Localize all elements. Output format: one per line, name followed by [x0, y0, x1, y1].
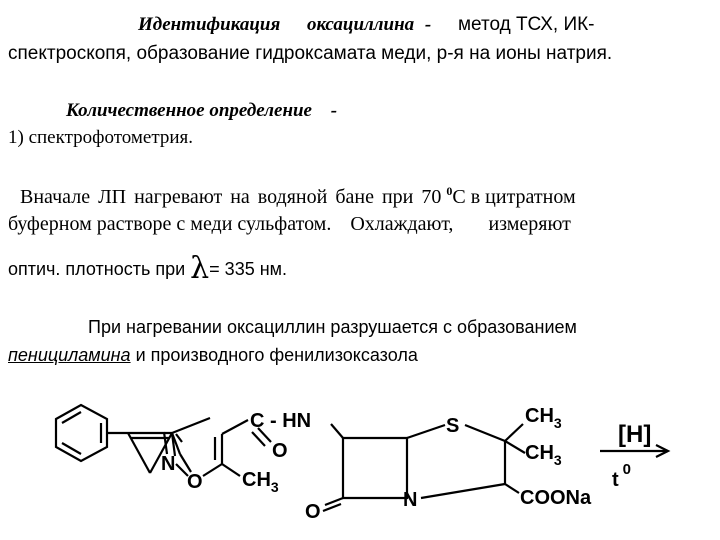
beta-lactam-nitrogen: N: [403, 489, 418, 511]
beta-lactam-oxygen: O: [305, 501, 321, 523]
degradation-line1: [88, 317, 577, 338]
benzene-ring: [56, 405, 107, 461]
identification-methods: метод ТСХ, ИК-: [457, 14, 595, 35]
procedure-text2c: измеряют: [488, 213, 571, 235]
procedure-text2a: буферном растворе с меди сульфатом.: [8, 213, 332, 235]
gem-methyl-1: $CH_3$: [525, 405, 562, 431]
isoxazole-methyl: $CH_3$: [242, 469, 279, 495]
quantitative-title: Количественное определение: [66, 100, 312, 121]
amide-oxygen: O: [272, 440, 288, 462]
degradation-line2: [8, 345, 418, 366]
procedure-text1: Вначале ЛП нагревают на водяной бане при 70: [20, 186, 442, 208]
identification-methods-cont: спектроскопя, образование гидроксамата меди, р-я на ионы натрия.: [8, 43, 613, 64]
quantitative-dash: -: [330, 100, 338, 121]
method-spectrophotometry: 1) спектрофотометрия.: [8, 127, 194, 148]
gem-methyl-2: $CH_3$: [525, 442, 562, 468]
isoxazole-nitrogen: N: [161, 453, 176, 475]
amide-carbon: C: [250, 410, 265, 432]
isoxazole-oxygen: O: [187, 471, 203, 493]
degradation-text2: и производного фенилизоксазола: [135, 345, 418, 365]
penicillamine-term: пенициламина: [8, 345, 131, 365]
procedure-text2b: Охлаждают,: [350, 213, 454, 235]
procedure-text3b: = 335 нм.: [209, 259, 288, 279]
procedure-line3: [8, 251, 287, 286]
degradation-text1: При нагревании оксациллин разрушается с образованием: [88, 317, 577, 337]
procedure-text1b: С в цитратном: [452, 186, 576, 208]
procedure-line2: [8, 213, 571, 236]
procedure-line1: [20, 184, 576, 209]
heading-quantitative: [66, 100, 337, 122]
sulfur-atom: S: [446, 415, 460, 437]
identification-title: Идентификация оксациллина: [138, 14, 415, 35]
heating-condition: t $^0$: [612, 461, 632, 491]
reduction-reagent: [H]: [618, 421, 652, 448]
degree-superscript: 0: [446, 184, 453, 198]
carboxylate-sodium: COONa: [520, 487, 592, 509]
procedure-text3a: оптич. плотность при: [8, 259, 186, 279]
oxacillin-structure: [0, 380, 720, 540]
lambda-symbol: λ: [190, 251, 210, 286]
amide-nh: - HN: [270, 410, 312, 432]
identification-dash: -: [424, 14, 432, 35]
quantitative-line2: [8, 127, 193, 149]
identification-line2: [8, 43, 612, 65]
heading-identification: [138, 14, 595, 36]
